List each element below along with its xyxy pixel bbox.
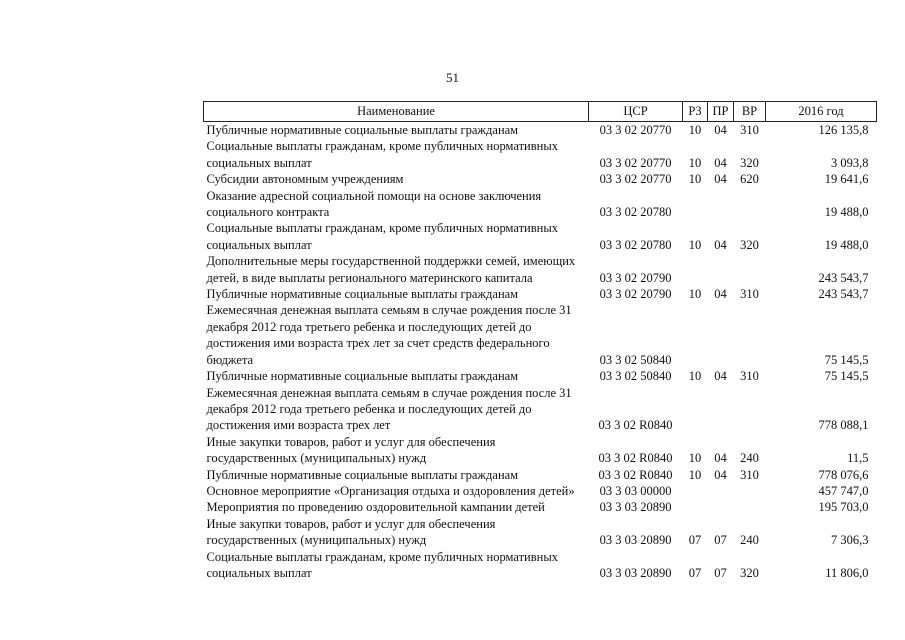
row-amount: 778 076,6 [818,467,869,482]
table-row [204,302,877,368]
row-name: Мероприятия по проведению оздоровительной кампании детей [206,500,545,515]
row-vr: 240 [740,533,759,548]
table-row [204,549,877,582]
row-pr: 04 [714,172,727,187]
row-vr: 310 [740,467,759,482]
row-rz [683,499,708,515]
row-csr: 03 3 02 20770 [599,172,672,187]
row-pr [708,483,734,499]
row-csr: 03 3 03 20890 [599,533,672,548]
row-rz: 10 [688,451,702,466]
row-amount: 11,5 [847,451,869,466]
row-pr [708,253,734,286]
row-amount: 3 093,8 [831,155,869,170]
row-amount: 75 145,5 [824,352,869,367]
row-amount: 457 747,0 [818,483,869,498]
row-amount: 11 806,0 [825,565,869,580]
row-csr: 03 3 02 50840 [599,369,672,384]
row-amount: 19 488,0 [824,237,869,252]
row-name: Социальные выплаты гражданам, кроме публичных нормативных социальных выплат [206,221,558,252]
row-pr [708,385,734,434]
row-pr: 04 [714,369,727,384]
row-vr [734,302,766,368]
row-name: Иные закупки товаров, работ и услуг для обеспечения государственных (муниципальных) нужд [206,434,496,466]
row-amount: 7 306,3 [831,533,869,548]
row-csr: 03 3 02 20780 [599,205,672,220]
row-csr: 03 3 02 20790 [599,287,672,302]
row-amount: 19 641,6 [824,172,869,187]
row-name: Публичные нормативные социальные выплаты гражданам [206,123,519,137]
row-name: Социальные выплаты гражданам, кроме публичных нормативных социальных выплат [206,549,558,580]
row-rz: 10 [688,287,702,302]
row-rz: 07 [688,533,702,548]
row-pr [708,499,734,515]
table-row [204,483,877,499]
table-row [204,516,877,549]
header-csr: ЦСР [589,102,683,122]
table-row [204,385,877,434]
row-rz: 10 [688,123,702,137]
row-vr: 240 [740,451,759,466]
row-csr: 03 3 02 20780 [599,237,672,252]
header-vr: ВР [734,102,766,122]
row-pr [708,302,734,368]
table-row [204,286,877,302]
table-row [204,253,877,286]
row-csr: 03 3 02 R0840 [598,451,673,466]
row-rz [683,483,708,499]
row-name: Ежемесячная денежная выплата семьям в случае рождения после 31 декабря 2012 года третьего ребенка и последующих детей до достижения ими возраста трех лет за счет средств федерального бюджета [206,303,572,367]
budget-table [203,101,877,581]
row-pr: 04 [714,287,727,302]
row-pr: 04 [714,155,727,170]
row-csr: 03 3 02 20770 [599,123,672,137]
table-row [204,171,877,187]
row-name: Субсидии автономным учреждениям [206,172,404,187]
row-rz: 10 [688,467,702,482]
table-row [204,368,877,384]
row-vr: 320 [740,237,759,252]
row-amount: 243 543,7 [818,270,869,285]
row-rz [683,385,708,434]
table-row [204,188,877,221]
table-body [204,122,877,582]
header-pr: ПР [708,102,734,122]
table-row [204,467,877,483]
row-vr [734,385,766,434]
table-header [204,102,877,122]
row-csr: 03 3 02 20770 [599,155,672,170]
row-pr: 07 [714,565,727,580]
row-vr: 320 [740,565,759,580]
row-pr: 07 [714,533,727,548]
row-vr [734,499,766,515]
header-name: Наименование [204,102,589,122]
row-name: Иные закупки товаров, работ и услуг для обеспечения государственных (муниципальных) нужд [206,516,496,548]
row-name: Ежемесячная денежная выплата семьям в случае рождения после 31 декабря 2012 года третьего ребенка и последующих детей до достижения ими возраста трех лет [206,385,572,433]
row-name: Публичные нормативные социальные выплаты гражданам [206,467,519,482]
row-amount: 75 145,5 [824,369,869,384]
row-csr: 03 3 03 20890 [599,500,672,515]
row-name: Публичные нормативные социальные выплаты гражданам [206,369,519,384]
table-row [204,138,877,171]
table-row [204,220,877,253]
row-amount: 126 135,8 [818,123,869,137]
header-row [204,102,877,122]
row-pr [708,188,734,221]
table-row [204,499,877,515]
row-amount: 243 543,7 [818,287,869,302]
row-csr: 03 3 02 R0840 [598,418,673,433]
row-vr: 310 [740,287,759,302]
row-vr: 620 [740,172,759,187]
row-name: Дополнительные меры государственной поддержки семей, имеющих детей, в виде выплаты регионального материнского капитала [206,254,576,285]
row-rz: 07 [688,565,702,580]
row-name: Основное мероприятие «Организация отдыха и оздоровления детей» [206,483,575,498]
row-csr: 03 3 03 00000 [599,483,672,498]
row-name: Социальные выплаты гражданам, кроме публичных нормативных социальных выплат [206,139,558,170]
row-rz [683,253,708,286]
row-rz: 10 [688,172,702,187]
table-row [204,122,877,139]
row-amount: 778 088,1 [818,418,869,433]
row-pr: 04 [714,237,727,252]
row-name: Публичные нормативные социальные выплаты гражданам [206,287,519,302]
row-vr: 310 [740,123,759,137]
row-vr [734,483,766,499]
row-rz [683,302,708,368]
row-pr: 04 [714,467,727,482]
row-name: Оказание адресной социальной помощи на основе заключения социального контракта [206,188,542,220]
row-rz [683,188,708,221]
row-vr: 310 [740,369,759,384]
header-rz: РЗ [683,102,708,122]
row-rz: 10 [688,237,702,252]
page-number: 51 [446,70,459,85]
header-year: 2016 год [766,102,877,122]
table-row [204,434,877,467]
row-csr: 03 3 02 R0840 [598,467,673,482]
row-rz: 10 [688,155,702,170]
row-amount: 19 488,0 [824,205,869,220]
row-csr: 03 3 02 20790 [599,270,672,285]
row-vr [734,188,766,221]
row-pr: 04 [714,451,727,466]
row-rz: 10 [688,369,702,384]
row-vr [734,253,766,286]
row-csr: 03 3 02 50840 [599,352,672,367]
row-amount: 195 703,0 [818,500,869,515]
row-vr: 320 [740,155,759,170]
row-pr: 04 [714,123,727,137]
row-csr: 03 3 03 20890 [599,565,672,580]
